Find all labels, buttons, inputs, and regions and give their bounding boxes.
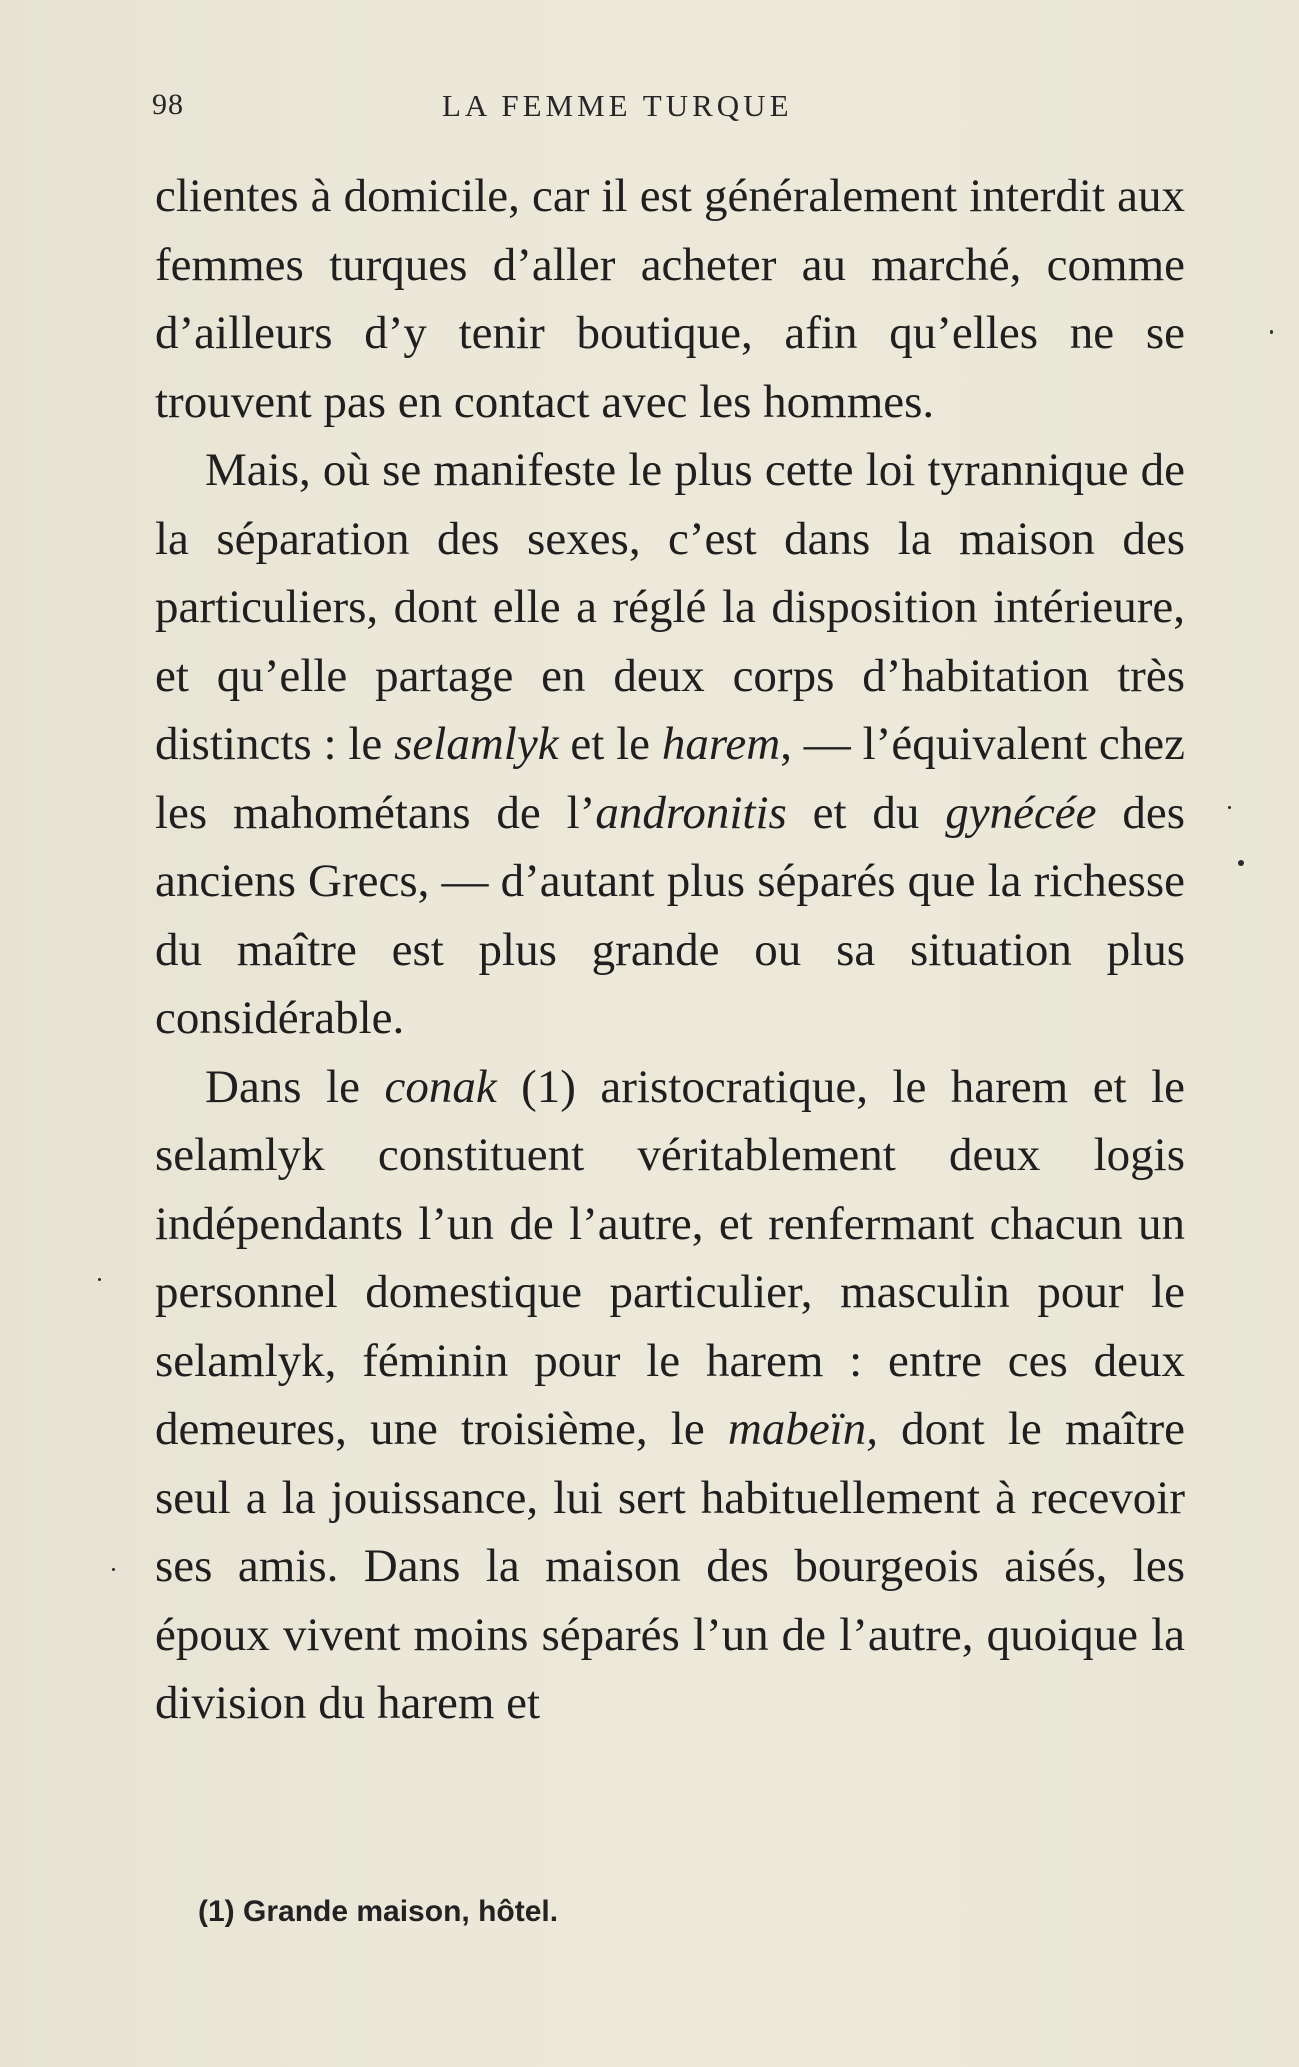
paper-speck: [1238, 860, 1244, 866]
paragraph-2-text: des anciens Grecs, — d’autant plus séparés que la richesse du maître est plus grande ou sa situation plus considérable.: [155, 786, 1186, 1044]
term-mabein: mabeïn,: [727, 1403, 878, 1455]
term-harem: harem: [661, 718, 781, 770]
page-header: [152, 88, 1192, 138]
paper-speck: [98, 1278, 101, 1281]
paragraph-2-text: Mais, où se manifeste le plus cette loi tyrannique de la séparation des sexes, c’est dans la maison des particuliers, dont elle a réglé la disposition intérieure, et qu’elle partage en deux corps d’habitation très distincts : le: [155, 444, 1185, 770]
paragraph-1: clientes à domicile, car il est généralement interdit aux femmes turques d’aller acheter au marché, comme d’ailleurs d’y tenir boutique, afin qu’elles ne se trouvent pas en contact avec les hommes.: [155, 170, 1185, 428]
term-selamlyk: selamlyk: [394, 718, 559, 770]
paragraph-2-text: , — l’équivalent chez les mahométans de l’: [155, 718, 1185, 839]
paragraph-2: [155, 436, 1185, 1053]
paper-speck: [1270, 330, 1273, 334]
paragraph-3-text: Dans le: [205, 1060, 385, 1113]
paper-speck: [1228, 806, 1231, 809]
paragraph-3: [155, 1053, 1185, 1738]
page-number: 98: [152, 88, 184, 121]
paragraph-3-text: dont le maître seul a la jouissance, lui sert habituellement à recevoir ses amis. Dans la maison des bourgeois aisés, les époux vivent moins séparés l’un de l’autre, quoique la division du harem et: [155, 1403, 1185, 1729]
term-andronitis: andronitis: [595, 786, 787, 839]
paper-speck: [112, 1568, 115, 1571]
running-head: LA FEMME TURQUE: [442, 88, 793, 123]
footnote: (1) Grande maison, hôtel.: [198, 1895, 559, 1928]
term-conak: conak: [384, 1060, 497, 1113]
paragraph-3-text: (1) aristocratique, le harem et le selamlyk constituent véritablement deux logis indépendants l’un de l’autre, et renfermant chacun un personnel domestique particulier, masculin pour le selamlyk, féminin pour le harem : entre ces deux demeures, une troisième, le: [155, 1060, 1185, 1455]
paragraph-2-text: et le: [558, 718, 662, 770]
term-gynecee: gynécée: [945, 786, 1097, 839]
paragraph-2-text: et du: [786, 786, 946, 839]
body-text: [155, 162, 1185, 1738]
